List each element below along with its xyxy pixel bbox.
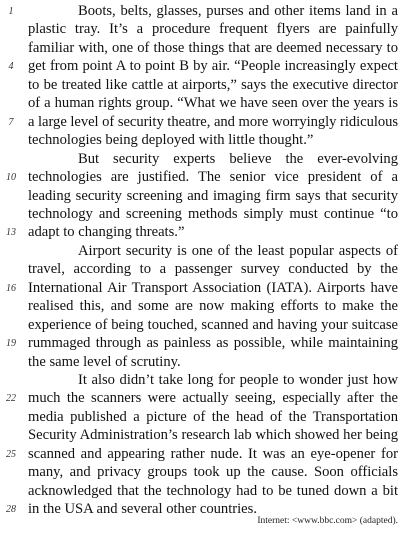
text-line: [0, 445, 406, 464]
line-text: But security experts believe the ever-evolving: [78, 150, 398, 167]
text-line: [0, 187, 406, 206]
text-line: [0, 389, 406, 408]
text-line: [0, 334, 406, 353]
line-text: rummaged through as painless as possible, while maintaining: [28, 335, 398, 352]
line-text: much the scanners were actually seeing, especially after the: [28, 390, 398, 407]
text-line: [0, 223, 406, 242]
line-text: many, and privacy groups took up the cause. Soon officials: [28, 464, 398, 481]
line-text: Security Administration’s research lab which showed her being: [28, 427, 398, 444]
line-number: 19: [6, 338, 16, 350]
line-number: 13: [6, 227, 16, 239]
text-line: [0, 316, 406, 335]
line-text: media published a picture of the head of the Transportation: [28, 408, 398, 425]
line-number: 7: [8, 116, 14, 128]
line-text: get from point A to point B by air. “People increasingly expect: [28, 58, 398, 75]
line-text: leading security screening and imaging firm says that security: [28, 187, 398, 204]
text-line: [0, 150, 406, 169]
text-line: [0, 482, 406, 501]
line-number: 10: [6, 172, 16, 184]
line-text: technologies being deployed with little thought.”: [28, 132, 314, 149]
line-number: 1: [8, 6, 14, 17]
text-line: [0, 2, 406, 21]
text-line: [0, 279, 406, 298]
line-text: of a human rights group. “What we have seen over the years is: [28, 95, 398, 112]
line-text: plastic tray. It’s a procedure frequent flyers are painfully: [28, 21, 398, 38]
line-text: technology and screening methods simply must continue “to: [28, 205, 398, 222]
text-line: [0, 131, 406, 150]
line-text: Boots, belts, glasses, purses and other items land in a: [78, 3, 398, 19]
text-line: [0, 353, 406, 372]
text-line: [0, 113, 406, 132]
line-text: adapt to changing threats.”: [28, 224, 185, 241]
text-line: [0, 463, 406, 482]
line-text: familiar with, one of those things that are deemed necessary to: [28, 39, 398, 56]
text-line: [0, 20, 406, 39]
line-text: to be treated like cattle at airports,” says the executive director: [28, 76, 398, 93]
line-text: travel, according to a passenger survey conducted by the: [28, 261, 398, 278]
line-text: a large level of security theatre, and more worryingly ridiculous: [28, 113, 398, 130]
line-text: experience of being touched, scanned and having your suitcase: [28, 316, 398, 333]
line-number: 22: [6, 393, 16, 405]
line-text: scanned and appearing rather nude. It was an eye-opener for: [28, 445, 398, 462]
text-line: [0, 39, 406, 58]
text-line: [0, 371, 406, 390]
text-line: [0, 94, 406, 113]
text-line: [0, 426, 406, 445]
line-text: International Air Transport Association (IATA). Airports have: [28, 279, 398, 296]
line-number: 28: [6, 504, 16, 516]
line-text: Airport security is one of the least popular aspects of: [78, 242, 398, 259]
line-text: technologies are justified. The senior vice president of a: [28, 169, 398, 186]
text-line: [0, 297, 406, 316]
text-line: [0, 242, 406, 261]
line-number: 4: [8, 61, 14, 73]
text-line: [0, 168, 406, 187]
line-number: 16: [6, 282, 16, 294]
line-text: realised this, and some are now making efforts to make the: [28, 298, 398, 315]
source-citation: Internet: <www.bbc.com> (adapted).: [257, 516, 398, 526]
line-number: 25: [6, 448, 16, 460]
text-line: [0, 260, 406, 279]
line-text: the same level of scrutiny.: [28, 353, 181, 370]
text-line: [0, 408, 406, 427]
line-text: acknowledged that the technology had to be tuned down a bit: [28, 482, 398, 499]
line-text: in the USA and several other countries.: [28, 501, 257, 518]
text-line: [0, 205, 406, 224]
line-text: It also didn’t take long for people to wonder just how: [78, 372, 398, 388]
text-line: [0, 57, 406, 76]
text-line: [0, 76, 406, 95]
